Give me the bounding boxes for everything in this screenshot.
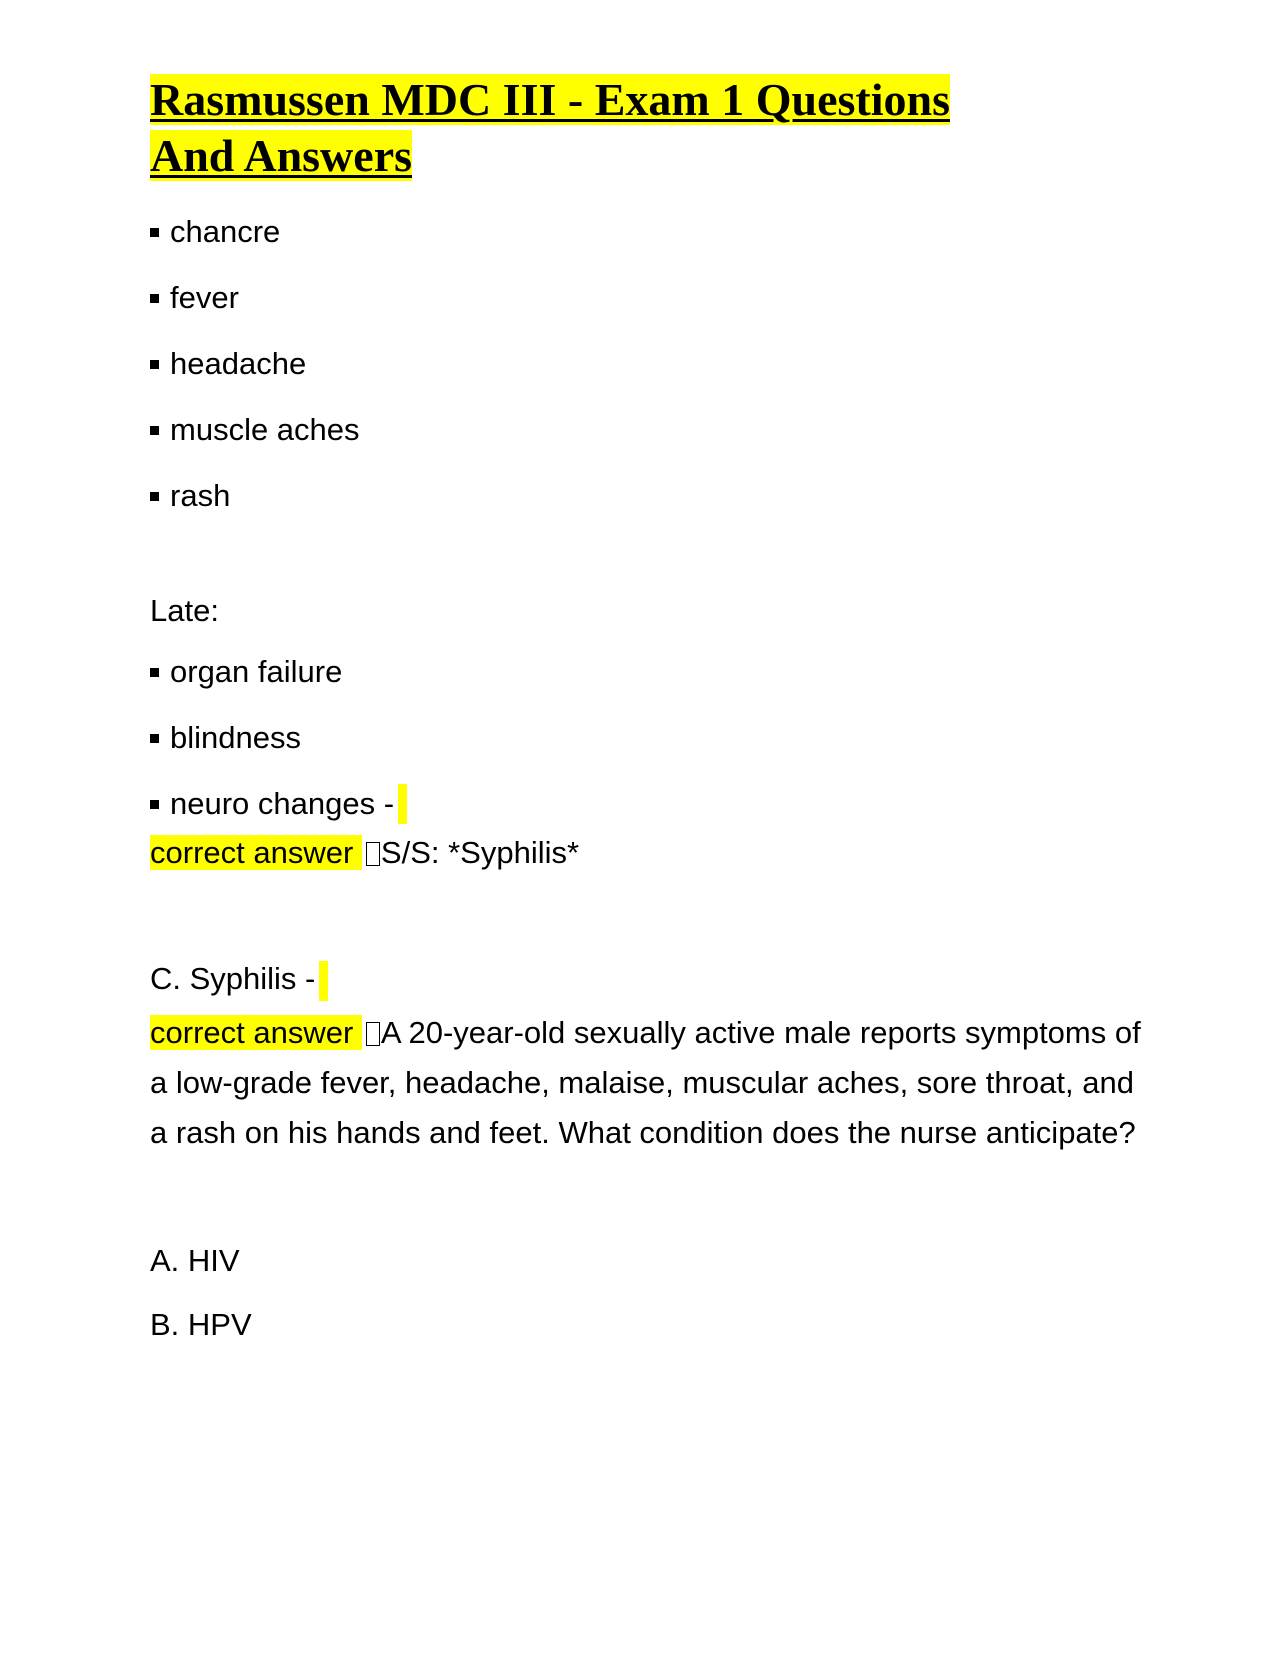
list-item-text: organ failure (170, 654, 343, 689)
bullet-icon (150, 800, 159, 809)
list-item-text: headache (170, 346, 307, 381)
list-item (150, 278, 1150, 318)
answer-2 (150, 1008, 1150, 1158)
list-item (150, 410, 1150, 450)
option-a: A. HIV (150, 1243, 240, 1278)
list-item (150, 344, 1150, 384)
list-item-text: neuro changes - (170, 786, 395, 821)
question-2-prefix-text: C. Syphilis - (150, 961, 316, 996)
document-page (150, 72, 1150, 1350)
correct-answer-marker: correct answer (150, 835, 362, 870)
bullet-icon (150, 294, 159, 303)
bullet-icon (150, 734, 159, 743)
bullet-icon (150, 228, 159, 237)
missing-glyph-icon (366, 1022, 380, 1046)
title-line-2: And Answers (150, 130, 413, 181)
list-item (150, 652, 1150, 692)
list-item (150, 718, 1150, 758)
list-item-text: rash (170, 478, 231, 513)
highlight-mark (319, 961, 328, 1001)
list-item (150, 212, 1150, 252)
list-item-text: chancre (170, 214, 281, 249)
list-item (150, 784, 1150, 824)
late-label: Late: (150, 593, 219, 628)
bullet-icon (150, 492, 159, 501)
list-item-text: muscle aches (170, 412, 360, 447)
missing-glyph-icon (366, 842, 380, 866)
answer-1-text: S/S: *Syphilis* (380, 835, 580, 870)
list-item-text: fever (170, 280, 239, 315)
list-item (150, 476, 1150, 516)
option-b: B. HPV (150, 1307, 252, 1342)
answer-1 (150, 828, 1150, 878)
correct-answer-marker: correct answer (150, 1015, 362, 1050)
early-symptoms-list (150, 212, 1150, 516)
list-item-text: blindness (170, 720, 301, 755)
title-line-1: Rasmussen MDC III - Exam 1 Questions (150, 74, 950, 125)
answer-2-text: A 20-year-old sexually active male reports symptoms of a low-grade fever, headache, malaise, muscular aches, sore throat, and a rash on his hands and feet. What condition does the nurse anticipate? (150, 1015, 1141, 1150)
highlight-mark (398, 784, 407, 824)
question-2-prefix (150, 954, 1150, 1004)
bullet-icon (150, 426, 159, 435)
document-title (150, 72, 1150, 184)
bullet-icon (150, 360, 159, 369)
bullet-icon (150, 668, 159, 677)
late-symptoms-list (150, 652, 1150, 824)
